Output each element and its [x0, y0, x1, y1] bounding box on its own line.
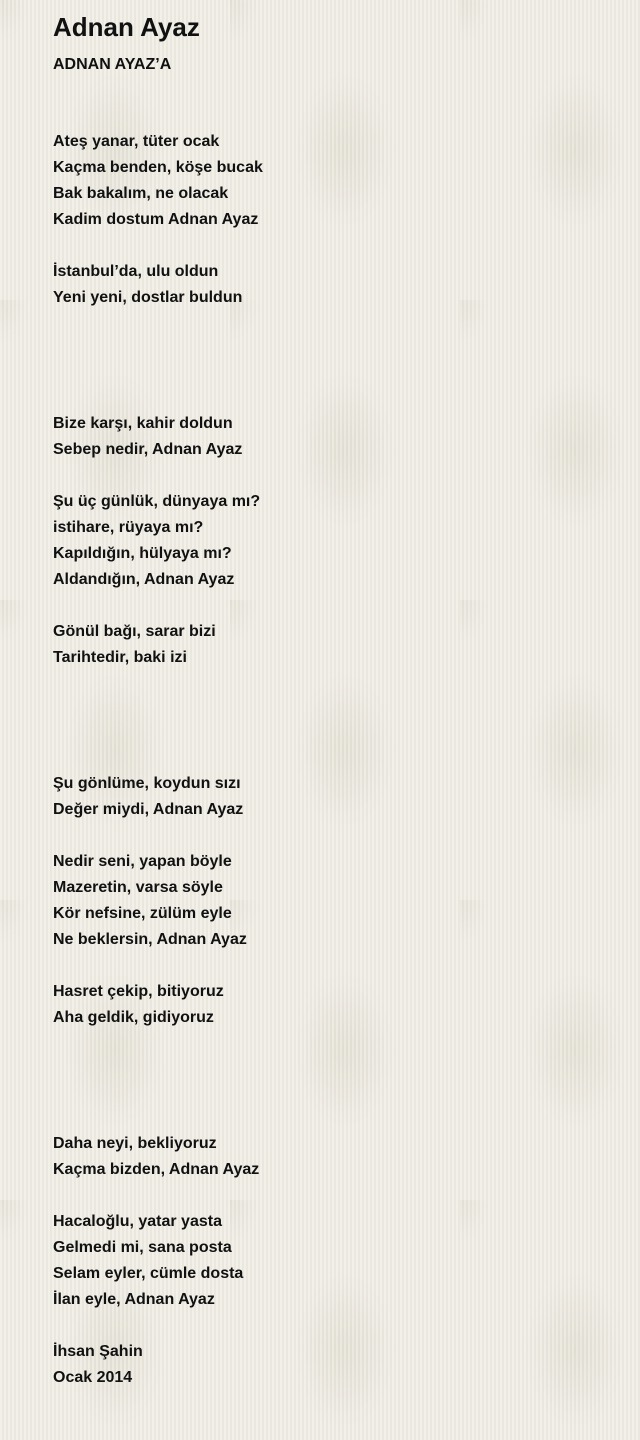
- poem-date: Ocak 2014: [53, 1369, 133, 1386]
- poem-line: Aldandığın, Adnan Ayaz: [53, 571, 235, 588]
- poem-line: Nedir seni, yapan böyle: [53, 853, 232, 870]
- poem-line: Ne beklersin, Adnan Ayaz: [53, 931, 247, 948]
- poem-author: İhsan Şahin: [53, 1343, 143, 1360]
- poem-line: Sebep nedir, Adnan Ayaz: [53, 441, 243, 458]
- poem-line: Kapıldığın, hülyaya mı?: [53, 545, 232, 562]
- poem-subtitle: ADNAN AYAZ’A: [53, 56, 172, 73]
- poem-line: İstanbul’da, ulu oldun: [53, 263, 219, 280]
- poem-line: Kör nefsine, zülüm eyle: [53, 905, 232, 922]
- poem-line: Şu üç günlük, dünyaya mı?: [53, 493, 261, 510]
- poem-line: Kaçma bizden, Adnan Ayaz: [53, 1161, 260, 1178]
- poem-line: Kadim dostum Adnan Ayaz: [53, 211, 259, 228]
- poem-line: Bize karşı, kahir doldun: [53, 415, 233, 432]
- poem-line: Tarihtedir, baki izi: [53, 649, 187, 666]
- poem-line: Gelmedi mi, sana posta: [53, 1239, 232, 1256]
- poem-line: istihare, rüyaya mı?: [53, 519, 204, 536]
- page-title: Adnan Ayaz: [53, 12, 200, 42]
- poem-line: Bak bakalım, ne olacak: [53, 185, 229, 202]
- poem-line: Aha geldik, gidiyoruz: [53, 1009, 214, 1026]
- poem-line: Mazeretin, varsa söyle: [53, 879, 223, 896]
- poem-line: Selam eyler, cümle dosta: [53, 1265, 244, 1282]
- poem-line: Gönül bağı, sarar bizi: [53, 623, 216, 640]
- poem-line: Hacaloğlu, yatar yasta: [53, 1213, 222, 1230]
- poem-line: Kaçma benden, köşe bucak: [53, 159, 263, 176]
- poem-line: Daha neyi, bekliyoruz: [53, 1135, 217, 1152]
- poem-line: İlan eyle, Adnan Ayaz: [53, 1291, 215, 1308]
- poem-line: Değer miydi, Adnan Ayaz: [53, 801, 244, 818]
- poem-line: Ateş yanar, tüter ocak: [53, 133, 220, 150]
- poem-line: Yeni yeni, dostlar buldun: [53, 289, 243, 306]
- poem-line: Hasret çekip, bitiyoruz: [53, 983, 224, 1000]
- poem-line: Şu gönlüme, koydun sızı: [53, 775, 241, 792]
